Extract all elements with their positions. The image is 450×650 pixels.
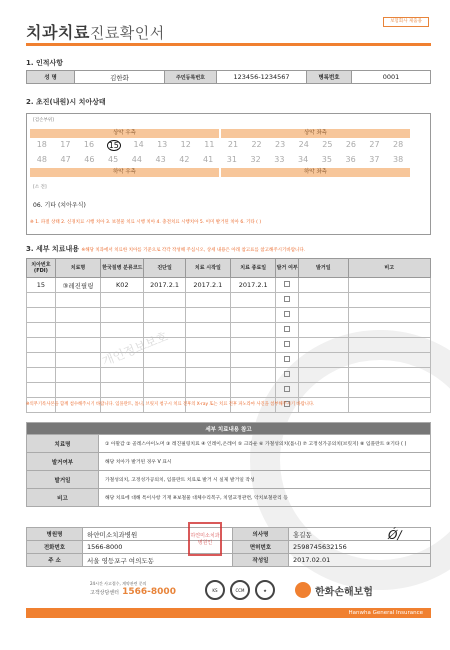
lower-tooth: 46 <box>84 155 95 164</box>
table-row <box>27 278 431 293</box>
table-cell-empty <box>348 383 430 398</box>
table-cell-empty <box>101 308 144 323</box>
table-cell-empty <box>276 368 299 383</box>
title-bold: 치과치료 <box>26 23 90 42</box>
extracted-checkbox[interactable] <box>284 386 290 392</box>
call-center-label: 고객상담센터 <box>90 590 119 596</box>
reference-value: 해당 치료에 대해 특이사항 기재 ※보철물 대체수리복구, 치열교정관련, 악치보철관리 등 <box>99 489 431 507</box>
call-center-phone: 1566-8000 <box>122 587 176 597</box>
table-cell-empty <box>101 338 144 353</box>
treatment-table <box>26 258 431 413</box>
table-cell-empty <box>348 323 430 338</box>
table-cell-empty <box>101 323 144 338</box>
table-cell-empty <box>299 383 348 398</box>
lower-tooth: 38 <box>393 155 404 164</box>
table-cell-empty <box>185 368 230 383</box>
table-cell-note <box>348 278 430 293</box>
extracted-checkbox[interactable] <box>284 356 290 362</box>
name-value: 김한화 <box>75 71 165 84</box>
lower-tooth: 36 <box>345 155 356 164</box>
table-cell-empty <box>276 353 299 368</box>
table-cell-empty <box>27 323 56 338</box>
table-cell-empty <box>144 308 185 323</box>
upper-tooth: 16 <box>83 140 95 149</box>
column-header: 발거 여부 <box>276 259 299 278</box>
table-cell-extract-date <box>299 278 348 293</box>
table-cell-empty <box>185 353 230 368</box>
table-cell-empty <box>27 293 56 308</box>
table-cell-empty <box>27 308 56 323</box>
table-cell-empty <box>27 338 56 353</box>
table-row-empty <box>27 368 431 383</box>
table-row-empty <box>27 308 431 323</box>
table-cell-empty <box>27 383 56 398</box>
upper-tooth: 22 <box>251 140 262 149</box>
table-cell-empty <box>299 353 348 368</box>
lower-tooth: 42 <box>179 155 190 164</box>
doctor-signature: Ǿ∕ <box>388 528 402 542</box>
table-cell-empty <box>231 338 276 353</box>
lower-tooth: 31 <box>226 155 237 164</box>
lower-teeth-row <box>30 155 410 164</box>
reference-row <box>27 489 431 507</box>
reference-table <box>26 422 431 507</box>
personal-info-table <box>26 70 431 84</box>
written-date-label: 작성일 <box>233 554 289 567</box>
table-row-empty <box>27 293 431 308</box>
lower-tooth: 43 <box>155 155 166 164</box>
upper-tooth: 21 <box>227 140 239 149</box>
lower-tooth: 35 <box>321 155 332 164</box>
brand-name: 한화손해보험 <box>315 586 373 598</box>
table-cell-empty <box>231 368 276 383</box>
rrn-value: 123456-1234567 <box>217 71 307 84</box>
reference-row <box>27 453 431 471</box>
hospital-info-table <box>26 527 431 567</box>
doctor-value: 홍길동 <box>289 528 431 541</box>
lower-left-heading: 하악 좌측 <box>221 168 410 177</box>
column-header: 치료 시작일 <box>185 259 230 278</box>
section3-title <box>26 244 305 254</box>
table-cell-empty <box>101 293 144 308</box>
table-cell-empty <box>27 368 56 383</box>
table-cell-empty <box>276 308 299 323</box>
doctor-label: 의사명 <box>233 528 289 541</box>
chart-number-label: 병록번호 <box>307 71 352 84</box>
table-cell-empty <box>348 398 430 413</box>
upper-tooth: 28 <box>393 140 404 149</box>
extracted-checkbox[interactable] <box>284 311 290 317</box>
treatment-table-header <box>27 259 431 278</box>
reference-row <box>27 471 431 489</box>
table-row-empty <box>27 383 431 398</box>
table-cell-empty <box>55 308 100 323</box>
lower-tooth: 34 <box>298 155 309 164</box>
section2-title: 2. 초진(내원)시 치아상태 <box>26 98 106 106</box>
lower-right-heading: 하악 우측 <box>30 168 219 177</box>
extracted-checkbox[interactable] <box>284 341 290 347</box>
license-label: 면허번호 <box>233 541 289 554</box>
selected-tooth-marker: 15 <box>108 141 119 150</box>
extracted-checkbox-cell[interactable] <box>276 278 299 293</box>
reference-value: ① 아말감 ② 골레스아이노머 ③ 레진필링치료 ④ 인레이,온레이 ⑤ 크라운 ⑥ 가철성의치(틀니) ⑦ 고정성가공의치(브릿지) ⑧ 임플란트 ⑨기타 ( ) <box>99 435 431 453</box>
column-header: 발거일 <box>299 259 348 278</box>
award-logo-icon: ★ <box>255 580 275 600</box>
address-label: 주 소 <box>27 554 83 567</box>
table-cell-empty <box>231 323 276 338</box>
table-row-empty <box>27 323 431 338</box>
watermark: 개인정보보호 <box>100 329 170 369</box>
reference-label: 발거일 <box>27 471 99 489</box>
table-cell-empty <box>55 368 100 383</box>
table-cell-empty <box>55 293 100 308</box>
column-header: 비고 <box>348 259 430 278</box>
reference-label: 치료명 <box>27 435 99 453</box>
table-cell-start: 2017.2.1 <box>185 278 230 293</box>
table-cell-empty <box>144 323 185 338</box>
table-cell-empty <box>55 353 100 368</box>
table-cell-empty <box>144 353 185 368</box>
reference-value: 가철성의치, 고정성가공의치, 임플란트 치료로 발거 시 실제 발거일 작성 <box>99 471 431 489</box>
extracted-checkbox[interactable] <box>284 296 290 302</box>
name-label: 성 명 <box>27 71 75 84</box>
table-cell-empty <box>348 338 430 353</box>
upper-teeth-row <box>30 140 410 151</box>
document-title <box>26 20 165 43</box>
lower-tooth: 47 <box>60 155 71 164</box>
attachment-notice: ※의무기록사본을 함께 첨수해주시기 바랍니다. 임플란트, 틀니, 브릿지 청구시 치료 전후의 X-ray 또는 치료 전후 파노라마 사진을 첨부해주시기 바랍니다. <box>26 402 315 407</box>
brand-logo <box>295 582 373 598</box>
lower-tooth: 45 <box>108 155 119 164</box>
lower-tooth: 37 <box>369 155 380 164</box>
reference-table-body <box>27 435 431 507</box>
address-value: 서울 영등포구 여의도동 <box>83 554 233 567</box>
column-header: 한국질병 분류코드 <box>101 259 144 278</box>
affected-area-label: [검손부위] <box>33 118 54 123</box>
table-cell-empty <box>101 353 144 368</box>
table-cell-empty <box>348 293 430 308</box>
upper-tooth: 18 <box>36 140 47 149</box>
column-header: 치아번호 (FDI) <box>27 259 56 278</box>
table-cell-empty <box>276 323 299 338</box>
table-cell-empty <box>276 338 299 353</box>
table-cell-empty <box>55 383 100 398</box>
extracted-checkbox[interactable] <box>284 371 290 377</box>
lower-tooth: 48 <box>36 155 47 164</box>
table-cell-empty <box>144 293 185 308</box>
table-cell-empty <box>299 293 348 308</box>
reference-heading: 세부 치료내용 참고 <box>27 423 431 435</box>
rrn-label: 주민등록번호 <box>165 71 217 84</box>
table-row-empty <box>27 338 431 353</box>
reference-label: 발거여부 <box>27 453 99 471</box>
license-value: 2598745632156 <box>289 541 431 554</box>
finding-value: 06. 기타 (치아우식) <box>33 202 86 209</box>
table-cell-empty <box>144 368 185 383</box>
table-cell-empty <box>185 308 230 323</box>
hanwha-logo-icon <box>295 582 311 598</box>
upper-tooth: 14 <box>133 140 144 149</box>
upper-tooth: 12 <box>180 140 191 149</box>
table-cell-empty <box>348 308 430 323</box>
table-cell-empty <box>144 338 185 353</box>
table-cell-empty <box>185 323 230 338</box>
table-cell-treatment: ③레진필링 <box>55 278 100 293</box>
table-cell-empty <box>27 353 56 368</box>
lower-tooth: 32 <box>250 155 261 164</box>
upper-tooth: 24 <box>298 140 309 149</box>
title-rest: 진료확인서 <box>89 24 165 42</box>
table-cell-empty <box>348 353 430 368</box>
table-row-empty <box>27 353 431 368</box>
hospital-name-label: 병원명 <box>27 528 83 541</box>
table-cell-empty <box>144 383 185 398</box>
call-center <box>90 587 176 597</box>
table-cell-diag: 2017.2.1 <box>144 278 185 293</box>
table-cell-empty <box>299 338 348 353</box>
upper-tooth: 13 <box>157 140 168 149</box>
extracted-checkbox[interactable] <box>284 326 290 332</box>
column-header: 치료 종료일 <box>231 259 276 278</box>
extracted-checkbox[interactable] <box>284 281 290 287</box>
table-cell-empty <box>55 338 100 353</box>
treatment-table-body <box>27 278 431 413</box>
reference-label: 비고 <box>27 489 99 507</box>
table-cell-empty <box>185 338 230 353</box>
reference-row <box>27 435 431 453</box>
upper-tooth: 23 <box>275 140 286 149</box>
call-center-caption: 24시간 사고접수, 계약관련 문의 <box>90 581 147 586</box>
submission-badge: 보험회사 제출용 <box>383 17 429 27</box>
tooth-status-legend: ※ 1. 파절 상태 2. 신경치료 시행 치아 3. 보철물 치료 시행 치아 4. 충전치료 시행치아 5. 이미 발거된 치아 6. 기타 ( ) <box>30 220 262 225</box>
table-cell-empty <box>101 383 144 398</box>
table-cell-empty <box>185 293 230 308</box>
phone-value: 1566-8000 <box>83 541 233 554</box>
table-cell-empty <box>299 368 348 383</box>
column-header: 치료명 <box>55 259 100 278</box>
table-cell-empty <box>101 368 144 383</box>
phone-label: 전화번호 <box>27 541 83 554</box>
ccm-logo-icon: CCM <box>230 580 250 600</box>
upper-tooth: 26 <box>345 140 357 149</box>
table-cell-empty <box>231 383 276 398</box>
table-cell-empty <box>185 383 230 398</box>
section3-note: ※해당 치과에서 치료한 치아를 기준으로 각각 작성해 주십시오, 상세 내용은 아래 참고표를 참고해주시기바랍니다. <box>81 248 306 253</box>
table-cell-empty <box>299 323 348 338</box>
table-cell-empty <box>231 353 276 368</box>
section3-title-text: 3. 세부 치료내용 <box>26 245 79 253</box>
table-cell-empty <box>55 323 100 338</box>
table-cell-empty <box>231 293 276 308</box>
table-cell-empty <box>231 308 276 323</box>
lower-tooth: 44 <box>131 155 142 164</box>
table-cell-empty <box>299 308 348 323</box>
section1-title: 1. 인적사항 <box>26 59 64 67</box>
written-date-value: 2017.02.01 <box>289 554 431 567</box>
hospital-seal-stamp: 하얀미소치과병원인 <box>188 522 222 556</box>
title-divider <box>26 43 431 46</box>
table-cell-code: K02 <box>101 278 144 293</box>
reference-value: 해당 치아가 발거된 경우 V 표시 <box>99 453 431 471</box>
table-cell-empty <box>348 368 430 383</box>
table-cell-empty <box>276 293 299 308</box>
upper-tooth: 17 <box>60 140 71 149</box>
table-cell-end: 2017.2.1 <box>231 278 276 293</box>
certification-logo-icon: KS <box>205 580 225 600</box>
upper-right-heading: 상악 우측 <box>30 129 219 138</box>
finding-label: [소 견] <box>33 185 47 190</box>
hospital-name-value: 하얀미소치과병원 <box>83 528 233 541</box>
upper-tooth: 27 <box>369 140 380 149</box>
brand-bar: Hanwha General Insurance <box>26 608 431 618</box>
column-header: 진단일 <box>144 259 185 278</box>
lower-tooth: 33 <box>274 155 285 164</box>
upper-tooth: 25 <box>322 140 333 149</box>
chart-number-value: 0001 <box>352 71 431 84</box>
upper-tooth: 11 <box>204 140 215 149</box>
lower-tooth: 41 <box>203 155 214 164</box>
table-cell-tooth: 15 <box>27 278 56 293</box>
upper-left-heading: 상악 좌측 <box>221 129 410 138</box>
table-cell-empty <box>276 383 299 398</box>
